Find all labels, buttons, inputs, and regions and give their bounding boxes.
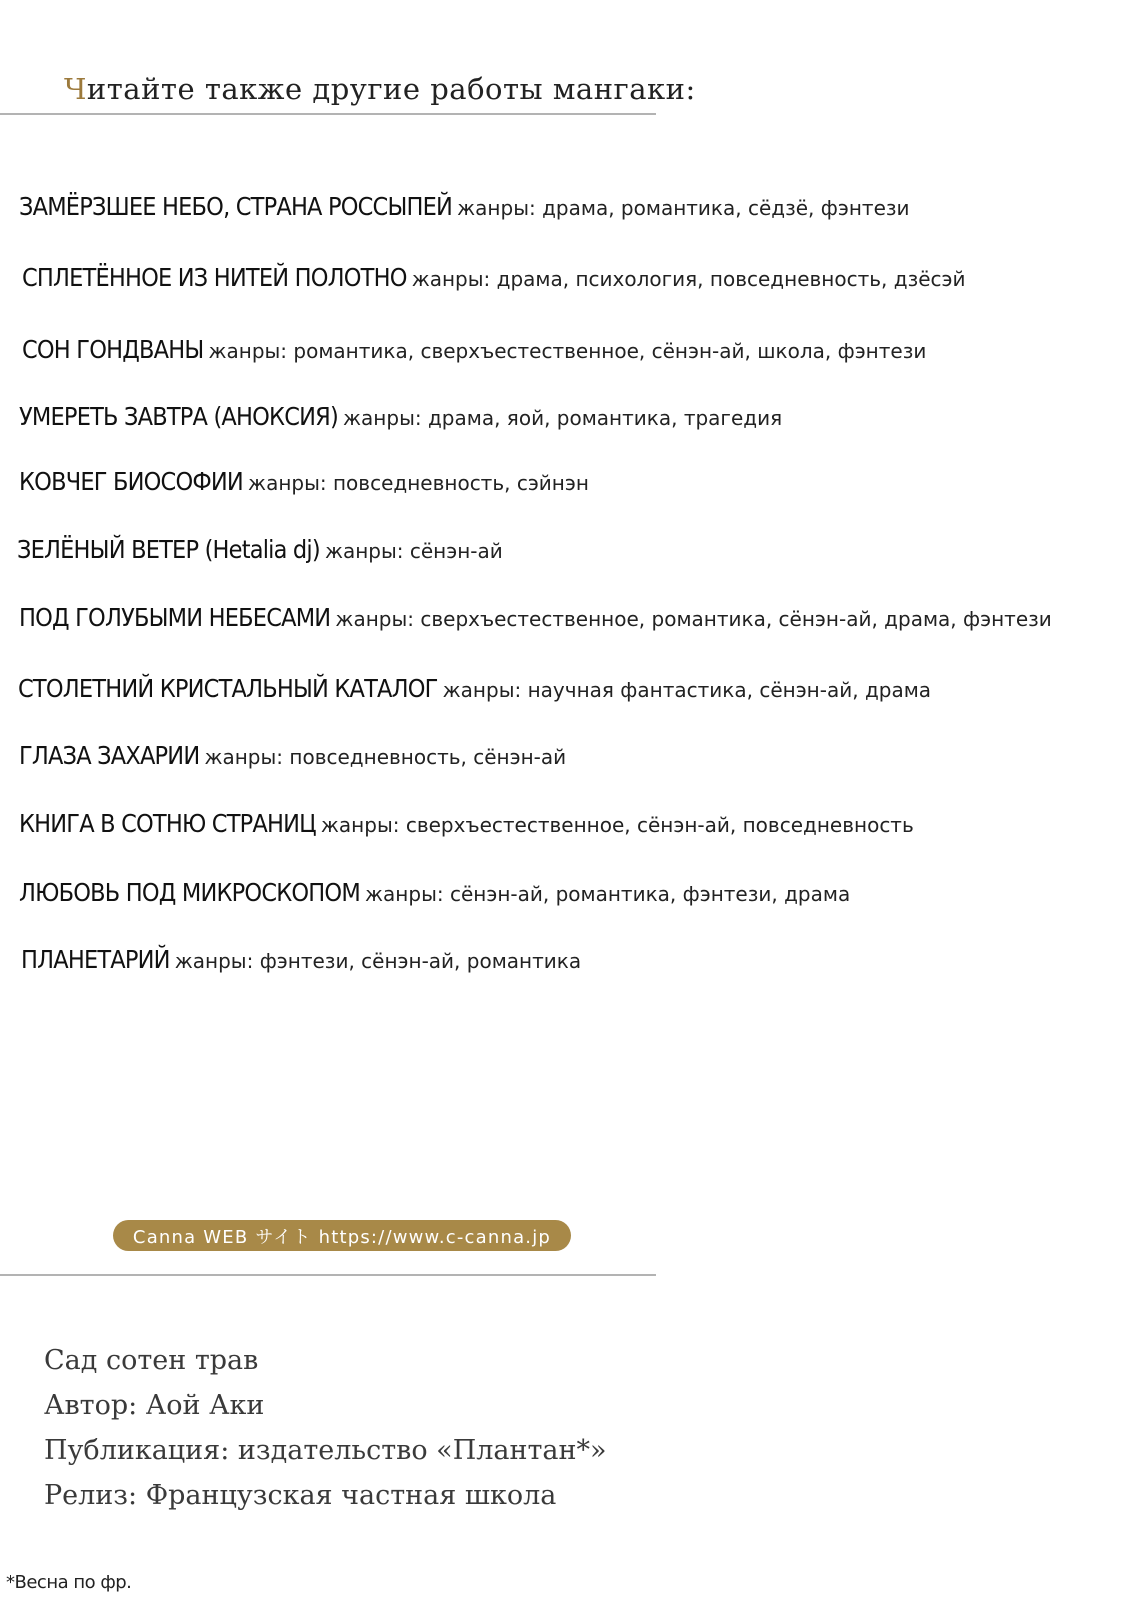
work-item xyxy=(19,402,782,431)
work-item xyxy=(19,603,1052,632)
work-genres: жанры: повседневность, сэйнэн xyxy=(248,471,589,495)
work-item xyxy=(22,263,965,292)
work-title: ЗАМЁРЗШЕЕ НЕБО, СТРАНА РОССЫПЕЙ xyxy=(19,192,453,221)
work-genres: жанры: драма, психология, повседневность, дзёсэй xyxy=(411,267,966,291)
work-genres: жанры: сверхъестественное, сёнэн-ай, повседневность xyxy=(320,813,914,837)
credit-release: Релиз: Французская частная школа xyxy=(44,1480,557,1511)
work-title: СПЛЕТЁННОЕ ИЗ НИТЕЙ ПОЛОТНО xyxy=(22,263,407,292)
work-item xyxy=(19,809,914,838)
credit-title: Сад сотен трав xyxy=(44,1345,259,1376)
work-title: СТОЛЕТНИЙ КРИСТАЛЬНЫЙ КАТАЛОГ xyxy=(18,674,438,703)
work-genres: жанры: сверхъестественное, романтика, сёнэн-ай, драма, фэнтези xyxy=(335,607,1052,631)
work-item xyxy=(19,192,910,221)
work-genres: жанры: драма, романтика, сёдзё, фэнтези xyxy=(457,196,910,220)
work-title: КОВЧЕГ БИОСОФИИ xyxy=(19,467,243,496)
work-title: ПЛАНЕТАРИЙ xyxy=(21,945,170,974)
work-title: ГЛАЗА ЗАХАРИИ xyxy=(19,741,200,770)
heading-text: итайте также другие работы мангаки: xyxy=(86,72,696,106)
work-genres: жанры: сёнэн-ай, романтика, фэнтези, драма xyxy=(365,882,851,906)
work-genres: жанры: сёнэн-ай xyxy=(324,539,503,563)
work-genres: жанры: повседневность, сёнэн-ай xyxy=(204,745,567,769)
credits-divider xyxy=(0,1274,656,1276)
work-item xyxy=(19,741,566,770)
work-genres: жанры: научная фантастика, сёнэн-ай, драма xyxy=(442,678,932,702)
credits-block xyxy=(44,1338,607,1518)
credit-author: Автор: Аой Аки xyxy=(44,1390,265,1421)
work-title: ПОД ГОЛУБЫМИ НЕБЕСАМИ xyxy=(19,603,331,632)
work-genres: жанры: фэнтези, сёнэн-ай, романтика xyxy=(174,949,582,973)
work-title: СОН ГОНДВАНЫ xyxy=(22,335,204,364)
work-item xyxy=(19,467,589,496)
credit-publication: Публикация: издательство «Плантан*» xyxy=(44,1435,607,1466)
heading-divider xyxy=(0,113,656,115)
work-genres: жанры: драма, яой, романтика, трагедия xyxy=(343,406,783,430)
work-title: КНИГА В СОТНЮ СТРАНИЦ xyxy=(19,809,316,838)
work-item xyxy=(18,674,931,703)
work-item xyxy=(21,945,581,974)
footnote: *Весна по фр. xyxy=(6,1572,132,1593)
heading-initial: Ч xyxy=(64,72,87,106)
work-item xyxy=(22,335,926,364)
work-item xyxy=(19,878,850,907)
work-title: ЗЕЛЁНЫЙ ВЕТЕР (Hetalia dj) xyxy=(17,535,320,564)
page-heading xyxy=(64,72,696,106)
work-title: УМЕРЕТЬ ЗАВТРА (АНОКСИЯ) xyxy=(19,402,338,431)
work-genres: жанры: романтика, сверхъестественное, сёнэн-ай, школа, фэнтези xyxy=(208,339,927,363)
work-title: ЛЮБОВЬ ПОД МИКРОСКОПОМ xyxy=(19,878,360,907)
canna-web-link[interactable]: Canna WEB サイト https://www.c-canna.jp xyxy=(113,1220,571,1251)
work-item xyxy=(17,535,503,564)
